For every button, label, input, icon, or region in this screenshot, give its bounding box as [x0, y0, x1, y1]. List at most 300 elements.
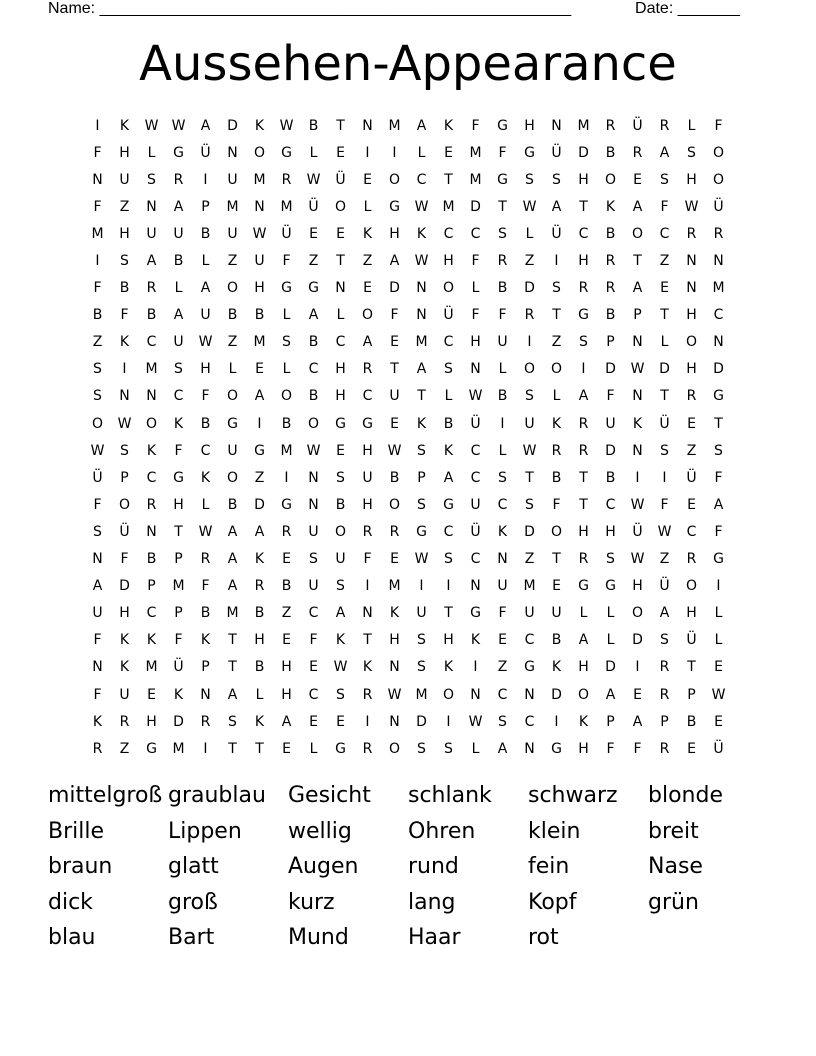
word-bank-item: kurz: [288, 889, 335, 915]
grid-letter: K: [470, 632, 481, 649]
grid-letter: W: [684, 198, 699, 215]
grid-letter: A: [92, 578, 103, 595]
grid-letter: O: [388, 496, 401, 513]
grid-letter: M: [280, 198, 293, 215]
grid-letter: G: [713, 551, 724, 568]
grid-letter: A: [254, 388, 265, 405]
grid-letter: Z: [119, 198, 130, 215]
grid-letter: R: [524, 307, 535, 324]
grid-letter: H: [146, 713, 157, 730]
grid-letter: H: [254, 632, 265, 649]
grid-letter: E: [282, 632, 291, 649]
grid-letter: G: [605, 578, 616, 595]
grid-letter: Z: [686, 442, 697, 459]
grid-letter: R: [92, 740, 103, 757]
grid-letter: N: [713, 334, 724, 351]
grid-letter: U: [308, 578, 319, 595]
grid-letter: R: [497, 253, 508, 270]
grid-letter: S: [93, 388, 102, 405]
grid-letter: D: [605, 442, 616, 459]
grid-letter: C: [443, 225, 454, 242]
grid-letter: F: [93, 198, 102, 215]
grid-letter: L: [660, 334, 669, 351]
grid-letter: S: [606, 551, 615, 568]
grid-letter: F: [93, 496, 102, 513]
grid-letter: E: [336, 442, 345, 459]
grid-letter: H: [524, 117, 535, 134]
grid-letter: E: [147, 686, 156, 703]
grid-letter: W: [90, 442, 105, 459]
grid-letter: N: [713, 253, 724, 270]
grid-letter: G: [524, 144, 535, 161]
word-bank-item: Ohren: [408, 818, 476, 844]
grid-letter: N: [362, 117, 373, 134]
grid-letter: O: [631, 605, 644, 622]
grid-letter: F: [309, 632, 318, 649]
grid-letter: Ü: [713, 198, 724, 215]
grid-letter: S: [417, 632, 426, 649]
grid-letter: F: [390, 307, 399, 324]
grid-letter: T: [714, 415, 723, 432]
grid-letter: A: [605, 686, 616, 703]
grid-letter: B: [146, 307, 157, 324]
grid-letter: D: [578, 144, 589, 161]
grid-letter: O: [442, 686, 455, 703]
grid-letter: C: [443, 523, 454, 540]
grid-letter: A: [173, 307, 184, 324]
grid-letter: K: [551, 415, 562, 432]
grid-letter: F: [606, 388, 615, 405]
word-bank-item: breit: [648, 818, 699, 844]
grid-letter: B: [551, 632, 562, 649]
grid-letter: K: [119, 659, 130, 676]
grid-letter: S: [498, 225, 507, 242]
grid-letter: W: [198, 523, 213, 540]
grid-letter: G: [713, 388, 724, 405]
grid-letter: U: [173, 225, 184, 242]
grid-letter: R: [362, 686, 373, 703]
grid-letter: R: [119, 713, 130, 730]
grid-letter: G: [335, 415, 346, 432]
grid-letter: G: [335, 740, 346, 757]
grid-letter: O: [550, 361, 563, 378]
grid-letter: K: [146, 632, 157, 649]
grid-letter: R: [659, 686, 670, 703]
grid-letter: K: [443, 117, 454, 134]
grid-letter: B: [605, 225, 616, 242]
grid-letter: E: [309, 225, 318, 242]
grid-letter: B: [335, 496, 346, 513]
grid-letter: I: [203, 740, 208, 757]
grid-letter: I: [365, 578, 370, 595]
grid-letter: S: [174, 361, 183, 378]
grid-letter: W: [414, 198, 429, 215]
grid-letter: B: [443, 415, 454, 432]
grid-letter: G: [578, 578, 589, 595]
word-bank-item: rot: [528, 925, 559, 951]
grid-letter: M: [442, 198, 455, 215]
grid-letter: T: [660, 307, 669, 324]
grid-letter: H: [443, 253, 454, 270]
grid-letter: L: [282, 307, 291, 324]
grid-letter: B: [281, 578, 292, 595]
grid-letter: O: [307, 415, 320, 432]
grid-letter: B: [254, 605, 265, 622]
grid-letter: Ü: [200, 144, 211, 161]
grid-letter: W: [387, 442, 402, 459]
grid-letter: A: [281, 713, 292, 730]
grid-letter: S: [417, 496, 426, 513]
grid-letter: G: [497, 171, 508, 188]
grid-letter: C: [308, 361, 319, 378]
grid-letter: F: [552, 496, 561, 513]
grid-letter: P: [201, 198, 210, 215]
grid-letter: C: [470, 225, 481, 242]
grid-letter: M: [415, 686, 428, 703]
grid-letter: N: [308, 469, 319, 486]
grid-letter: Z: [281, 605, 292, 622]
grid-letter: K: [416, 415, 427, 432]
grid-letter: Ü: [551, 144, 562, 161]
header-fields: [48, 0, 740, 18]
grid-letter: S: [552, 280, 561, 297]
grid-letter: H: [578, 523, 589, 540]
grid-letter: G: [389, 198, 400, 215]
word-bank-item: wellig: [288, 818, 352, 844]
grid-letter: S: [444, 551, 453, 568]
grid-letter: G: [281, 496, 292, 513]
grid-letter: T: [525, 469, 534, 486]
grid-letter: Z: [524, 551, 535, 568]
grid-letter: W: [414, 551, 429, 568]
grid-letter: H: [254, 280, 265, 297]
grid-letter: D: [389, 280, 400, 297]
grid-letter: F: [363, 551, 372, 568]
grid-letter: E: [282, 551, 291, 568]
grid-letter: Ü: [551, 225, 562, 242]
grid-letter: H: [335, 361, 346, 378]
grid-letter: D: [173, 713, 184, 730]
grid-letter: N: [362, 605, 373, 622]
grid-letter: W: [630, 496, 645, 513]
grid-letter: A: [308, 307, 319, 324]
grid-letter: H: [632, 578, 643, 595]
grid-letter: F: [471, 253, 480, 270]
grid-letter: I: [365, 713, 370, 730]
grid-letter: H: [362, 496, 373, 513]
grid-letter: L: [228, 361, 237, 378]
grid-letter: T: [228, 740, 237, 757]
grid-letter: F: [93, 280, 102, 297]
grid-letter: C: [686, 523, 697, 540]
grid-letter: K: [551, 659, 562, 676]
grid-letter: S: [93, 523, 102, 540]
grid-letter: L: [201, 496, 210, 513]
grid-letter: B: [308, 117, 319, 134]
grid-letter: L: [552, 388, 561, 405]
grid-letter: A: [632, 198, 643, 215]
grid-letter: E: [660, 280, 669, 297]
grid-letter: E: [714, 659, 723, 676]
grid-letter: H: [443, 632, 454, 649]
grid-letter: M: [91, 225, 104, 242]
grid-letter: S: [309, 551, 318, 568]
grid-letter: M: [145, 659, 158, 676]
grid-letter: N: [200, 686, 211, 703]
grid-letter: O: [712, 171, 725, 188]
word-bank-item: braun: [48, 854, 113, 880]
grid-letter: L: [336, 307, 345, 324]
grid-letter: A: [389, 253, 400, 270]
grid-letter: B: [497, 280, 508, 297]
grid-letter: E: [336, 713, 345, 730]
grid-letter: A: [227, 686, 238, 703]
grid-letter: U: [362, 469, 373, 486]
grid-letter: O: [604, 171, 617, 188]
grid-letter: R: [173, 171, 184, 188]
grid-letter: B: [200, 415, 211, 432]
grid-letter: F: [93, 686, 102, 703]
grid-letter: F: [498, 144, 507, 161]
grid-letter: R: [686, 225, 697, 242]
grid-letter: E: [498, 632, 507, 649]
grid-letter: F: [471, 307, 480, 324]
grid-letter: E: [552, 578, 561, 595]
grid-letter: N: [551, 117, 562, 134]
grid-letter: L: [714, 605, 723, 622]
grid-letter: Z: [497, 659, 508, 676]
grid-letter: I: [500, 415, 505, 432]
grid-letter: M: [415, 334, 428, 351]
grid-letter: R: [281, 171, 292, 188]
grid-letter: S: [498, 469, 507, 486]
grid-letter: R: [659, 659, 670, 676]
grid-letter: F: [282, 253, 291, 270]
grid-letter: K: [119, 117, 130, 134]
grid-letter: A: [659, 605, 670, 622]
grid-letter: K: [119, 632, 130, 649]
grid-letter: W: [117, 415, 132, 432]
grid-letter: A: [443, 469, 454, 486]
grid-letter: W: [630, 361, 645, 378]
grid-letter: O: [145, 415, 158, 432]
grid-letter: W: [198, 334, 213, 351]
grid-letter: D: [254, 496, 265, 513]
grid-letter: O: [388, 740, 401, 757]
grid-letter: P: [606, 334, 615, 351]
grid-letter: G: [173, 469, 184, 486]
grid-letter: Z: [362, 253, 373, 270]
grid-letter: M: [172, 578, 185, 595]
grid-letter: B: [92, 307, 103, 324]
grid-letter: I: [581, 361, 586, 378]
grid-letter: R: [713, 225, 724, 242]
word-bank-item: Kopf: [528, 889, 577, 915]
grid-letter: O: [253, 144, 266, 161]
grid-letter: L: [579, 605, 588, 622]
grid-letter: A: [227, 551, 238, 568]
grid-letter: E: [309, 713, 318, 730]
grid-letter: H: [362, 442, 373, 459]
grid-letter: T: [579, 496, 588, 513]
grid-letter: W: [414, 253, 429, 270]
grid-letter: A: [713, 496, 724, 513]
grid-letter: W: [468, 388, 483, 405]
grid-letter: E: [390, 551, 399, 568]
grid-letter: K: [389, 605, 400, 622]
grid-letter: N: [416, 280, 427, 297]
letter-grid: [84, 112, 732, 762]
grid-letter: E: [687, 415, 696, 432]
grid-letter: L: [417, 144, 426, 161]
grid-letter: M: [253, 171, 266, 188]
grid-letter: A: [254, 523, 265, 540]
name-field: Name: _____________________________________________________: [48, 0, 572, 17]
grid-letter: O: [226, 469, 239, 486]
grid-letter: I: [527, 334, 532, 351]
grid-letter: S: [336, 686, 345, 703]
grid-letter: O: [712, 144, 725, 161]
grid-letter: Z: [551, 334, 562, 351]
word-bank-item: groß: [168, 889, 218, 915]
grid-letter: M: [388, 578, 401, 595]
grid-letter: U: [200, 307, 211, 324]
grid-letter: H: [686, 307, 697, 324]
grid-letter: B: [389, 469, 400, 486]
word-bank-item: schwarz: [528, 783, 618, 809]
grid-letter: S: [444, 361, 453, 378]
grid-letter: K: [497, 523, 508, 540]
grid-letter: S: [525, 388, 534, 405]
grid-letter: B: [497, 388, 508, 405]
grid-letter: A: [335, 605, 346, 622]
grid-letter: F: [498, 605, 507, 622]
grid-letter: B: [254, 659, 265, 676]
grid-letter: O: [442, 280, 455, 297]
grid-letter: A: [632, 713, 643, 730]
grid-letter: H: [173, 496, 184, 513]
grid-letter: B: [686, 713, 697, 730]
grid-letter: E: [633, 686, 642, 703]
grid-letter: G: [416, 523, 427, 540]
grid-letter: S: [498, 713, 507, 730]
grid-letter: B: [254, 307, 265, 324]
grid-letter: F: [93, 632, 102, 649]
grid-letter: K: [200, 469, 211, 486]
grid-letter: H: [119, 225, 130, 242]
grid-letter: H: [605, 523, 616, 540]
grid-letter: Z: [119, 740, 130, 757]
grid-letter: C: [470, 442, 481, 459]
grid-letter: N: [470, 361, 481, 378]
word-bank-item: graublau: [168, 783, 266, 809]
grid-letter: S: [552, 171, 561, 188]
grid-letter: R: [146, 280, 157, 297]
grid-letter: F: [606, 740, 615, 757]
grid-letter: K: [119, 334, 130, 351]
grid-letter: L: [471, 280, 480, 297]
grid-letter: K: [362, 225, 373, 242]
grid-letter: R: [551, 442, 562, 459]
grid-letter: G: [578, 307, 589, 324]
grid-letter: K: [254, 713, 265, 730]
grid-letter: T: [552, 307, 561, 324]
grid-letter: S: [147, 171, 156, 188]
grid-letter: F: [633, 740, 642, 757]
grid-letter: R: [200, 551, 211, 568]
grid-letter: O: [226, 388, 239, 405]
grid-letter: O: [523, 361, 536, 378]
word-bank-item: Brille: [48, 818, 105, 844]
grid-letter: S: [525, 496, 534, 513]
grid-letter: K: [416, 225, 427, 242]
grid-letter: A: [173, 198, 184, 215]
grid-letter: C: [470, 469, 481, 486]
grid-letter: M: [523, 578, 536, 595]
grid-letter: O: [280, 388, 293, 405]
grid-letter: M: [226, 605, 239, 622]
grid-letter: O: [685, 578, 698, 595]
grid-letter: G: [470, 605, 481, 622]
grid-letter: H: [578, 253, 589, 270]
grid-letter: F: [714, 117, 723, 134]
word-bank-item: schlank: [408, 783, 492, 809]
grid-letter: I: [122, 361, 127, 378]
grid-letter: T: [552, 551, 561, 568]
grid-letter: D: [470, 198, 481, 215]
grid-letter: R: [659, 740, 670, 757]
grid-letter: K: [443, 659, 454, 676]
grid-letter: O: [334, 523, 347, 540]
grid-letter: C: [173, 388, 184, 405]
grid-letter: E: [282, 740, 291, 757]
grid-letter: C: [416, 171, 427, 188]
grid-letter: U: [146, 225, 157, 242]
grid-letter: U: [308, 523, 319, 540]
grid-letter: G: [443, 496, 454, 513]
grid-letter: C: [308, 605, 319, 622]
grid-letter: S: [660, 632, 669, 649]
grid-letter: W: [468, 713, 483, 730]
grid-letter: R: [362, 740, 373, 757]
grid-letter: I: [635, 659, 640, 676]
grid-letter: A: [551, 198, 562, 215]
grid-letter: H: [578, 171, 589, 188]
grid-letter: F: [201, 388, 210, 405]
grid-letter: S: [687, 144, 696, 161]
grid-letter: O: [91, 415, 104, 432]
grid-letter: Ü: [308, 198, 319, 215]
grid-letter: U: [254, 253, 265, 270]
grid-letter: L: [174, 280, 183, 297]
grid-letter: U: [551, 605, 562, 622]
grid-letter: B: [200, 225, 211, 242]
grid-letter: S: [525, 171, 534, 188]
grid-letter: K: [443, 442, 454, 459]
grid-letter: D: [605, 659, 616, 676]
grid-letter: R: [362, 523, 373, 540]
grid-letter: B: [227, 496, 238, 513]
grid-letter: S: [282, 334, 291, 351]
grid-letter: L: [714, 632, 723, 649]
grid-letter: Ü: [92, 469, 103, 486]
grid-letter: C: [146, 469, 157, 486]
grid-letter: F: [498, 307, 507, 324]
grid-letter: I: [419, 578, 424, 595]
grid-letter: K: [605, 198, 616, 215]
grid-letter: E: [390, 415, 399, 432]
grid-letter: E: [714, 713, 723, 730]
